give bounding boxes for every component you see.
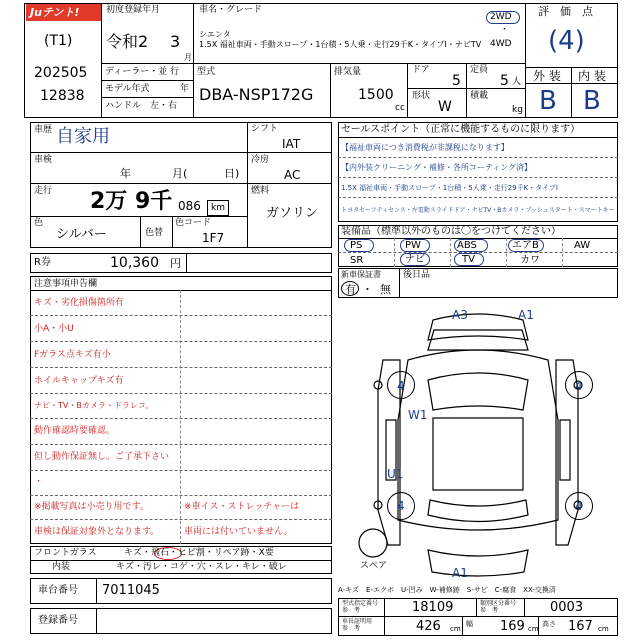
note-item: ※掲載写真は小売り用です。 (34, 502, 149, 512)
header-t1: (T1) (44, 33, 73, 49)
color-code-label: 色コード (175, 218, 212, 228)
doors-label: ドア (412, 65, 430, 75)
note-item: 車検は保証対象外となります。 (34, 527, 160, 537)
mileage-label: 走行 (34, 186, 53, 196)
registration-later-label: 後日品 (403, 270, 431, 280)
doors-value: 5 (452, 73, 461, 89)
damage-mark: 4 (575, 379, 583, 393)
type-spec-value: 18109 (412, 600, 454, 615)
note-item: 但し動作保証無し。ご了承下さい (34, 452, 170, 462)
capacity-unit: 人 (512, 77, 522, 87)
mileage-unit: km (211, 203, 225, 213)
equip-pw: PW (405, 240, 421, 251)
rating-value: (4) (548, 26, 585, 56)
model-grade-label: 車名・グレード (199, 5, 263, 15)
equip-leather: カワ (520, 255, 540, 266)
year-unit: 年 (180, 84, 190, 94)
handle-label: ハンドル 左・右 (105, 101, 178, 111)
recycle-unit: 円 (170, 257, 181, 270)
shift-value: IAT (282, 137, 301, 151)
note-item: ナビ・TV・Bカメラ・ドラレコ。 (34, 401, 154, 410)
note-item: キズ・劣化損傷箇所有 (34, 298, 124, 308)
cc-unit: cc (395, 103, 405, 113)
class-label: 類別区分番号 参 考 (480, 600, 517, 614)
note-right-item: 車両には付いていません。 (184, 527, 293, 537)
equip-aw: AW (574, 240, 591, 251)
inspection-label: 車検 (34, 155, 53, 165)
spare-label: スペア (360, 561, 388, 571)
damage-mark: A1 (518, 308, 534, 322)
manual-label: 新車保証書 (341, 270, 381, 279)
chassis-label: 車台番号 (38, 585, 78, 596)
front-hood-outline (428, 330, 528, 350)
insp-month-unit: 月( (172, 167, 188, 180)
note-item: Fガラス点キズ有小 (34, 350, 111, 360)
sales-points-title: セールスポイント（正常に機能するものに限ります） (341, 124, 581, 135)
drive-dot: ・ (500, 25, 510, 35)
damage-mark: 4 (575, 499, 583, 513)
type-label: 型式 (197, 67, 216, 77)
equipment-title: 装備品（標準以外のものは〇をつけてください） (341, 226, 561, 237)
capacity-label: 定員 (470, 65, 489, 75)
reg-month: 3 (170, 32, 181, 51)
height-label: 高さ (542, 620, 556, 628)
damage-mark: 4 (397, 379, 405, 393)
sales-point-item: 【内外装クリーニング・補修・各所コーティング済】 (341, 163, 533, 172)
fuel-value: ガソリン (266, 206, 319, 221)
model-year-label: モデル年式 (105, 84, 150, 94)
interior-grade: B (583, 86, 601, 116)
sales-point-item: 【福祉車両につき消費税が非課税になります】 (341, 143, 509, 152)
recycle-value: 10,360 (110, 255, 159, 271)
exterior-label: 外 装 (533, 69, 561, 83)
shape-label: 形状 (412, 91, 431, 101)
car-name: シエンタ (199, 30, 231, 39)
equip-navi: ナビ (405, 254, 425, 265)
sales-point-item: トヨタセーフティセンス・左電動スライドドア・ナビTV・Bカメラ・プッシュスタート・スマートキー (341, 207, 615, 214)
note-item: ・ (34, 477, 44, 487)
ac-label: 冷房 (251, 155, 270, 165)
interior-label: 内装 (52, 562, 71, 572)
front-glass-value: キズ・飛石・ヒビ割・リペア跡・X要 (124, 548, 274, 558)
color-value: シルバー (56, 227, 107, 242)
drive-2wd: 2WD (490, 12, 512, 22)
insp-year-unit: 年 (120, 167, 131, 180)
rear-bumper-outline (428, 550, 528, 576)
equip-tv: TV (462, 254, 475, 265)
damage-mark: U1 (387, 467, 404, 481)
interior-value: キズ・汚レ・コゲ・穴・スレ・キレ・破レ (116, 562, 287, 572)
displacement-value: 1500 (358, 87, 394, 103)
chassis-value: 7011045 (102, 583, 160, 598)
fuel-label: 燃料 (251, 186, 270, 196)
damage-legend: A-キズ E-エクボ U-凹み W-補修跡 S-サビ C-腐食 XX-交換済 (338, 586, 556, 594)
width-unit: cm (528, 625, 539, 633)
manual-sep: ・ (362, 283, 373, 296)
damage-mark: 4 (397, 499, 405, 513)
width-label: 幅 (466, 620, 473, 628)
capacity-value: 5 (500, 73, 509, 89)
exterior-grade: B (539, 86, 557, 116)
header-code2: 12838 (40, 88, 85, 104)
load-label: 積載 (470, 91, 489, 101)
type-value: DBA-NSP172G (199, 85, 314, 104)
cabin (433, 418, 523, 490)
class-value: 0003 (550, 600, 584, 615)
interior-label: 内 装 (578, 69, 606, 83)
damage-mark: W1 (408, 408, 428, 422)
note-item: ホイルキャップキズ有 (34, 376, 124, 386)
displacement-label: 排気量 (334, 67, 362, 77)
car-damage-diagram (338, 300, 618, 585)
color-label: 色 (34, 218, 44, 228)
equip-sr: SR (350, 255, 364, 266)
manual-yes: 有 (345, 283, 356, 296)
damage-mark: A1 (452, 566, 468, 580)
car-grade: 1.5X 福祉車両・手動スロープ・1台積・5人乗・走行29千K・タイプⅠ・ナビTV (199, 40, 482, 49)
color-code-value: 1F7 (202, 231, 225, 245)
note-item: 小A・小U (34, 324, 74, 334)
mileage-sub: 086 (178, 199, 201, 213)
mileage-value: 2万 9千 (90, 189, 173, 214)
reg-era: 令和2 (106, 32, 149, 51)
height-value: 167 (568, 619, 593, 634)
month-unit: 月 (184, 53, 192, 62)
windshield (428, 373, 528, 410)
registration-label: 登録番号 (38, 615, 78, 626)
body-outline (398, 350, 558, 530)
header-code1: 202505 (34, 65, 88, 81)
note-right-item: ※車イス・ストレッチャーは (184, 502, 300, 512)
equip-airbag: エアB (512, 240, 539, 251)
shift-label: シフト (251, 124, 279, 134)
manual-no: 無 (380, 283, 391, 296)
rating-label: 評 価 点 (538, 5, 593, 18)
ac-value: AC (284, 168, 301, 182)
rear-window (428, 500, 528, 522)
shape-value: W (438, 99, 452, 115)
usage-value: 自家用 (56, 126, 110, 147)
length-value: 426 (416, 619, 441, 634)
length-label: 車長証明用 参 考 (342, 618, 373, 632)
note-item: 動作確認時要確認。 (34, 426, 116, 436)
length-unit: cm (450, 625, 461, 633)
front-glass-label: フロントガラス (34, 548, 97, 558)
width-value: 169 (500, 619, 525, 634)
spare-tire-icon (359, 529, 387, 557)
type-spec-label: 型式指定番号 参 考 (342, 600, 379, 614)
notes-title: 注意事項申告欄 (34, 279, 98, 289)
right-side-window (560, 420, 570, 480)
usage-label: 車歴 (34, 125, 53, 135)
color-change-label: 色替 (145, 228, 164, 238)
drive-4wd: 4WD (490, 39, 512, 49)
insp-day-unit: 日) (224, 167, 240, 180)
first-reg-label: 初度登録年月 (106, 5, 161, 15)
roof-outline (428, 314, 528, 340)
equip-abs: ABS (457, 240, 477, 251)
load-unit: kg (512, 105, 523, 115)
damage-mark: A3 (452, 308, 468, 322)
dealer-label: ディーラー・並 行 (105, 67, 180, 77)
equip-ps: PS (350, 240, 363, 251)
sales-point-item: 1.5X 福祉車両・手動スロープ・1台積・5人乗・走行29千K・タイプⅠ (341, 184, 558, 192)
recycle-label: R券 (34, 257, 51, 268)
brand-logo: Juテント! (26, 4, 101, 21)
height-unit: cm (598, 625, 609, 633)
recycle-frame (30, 253, 332, 273)
